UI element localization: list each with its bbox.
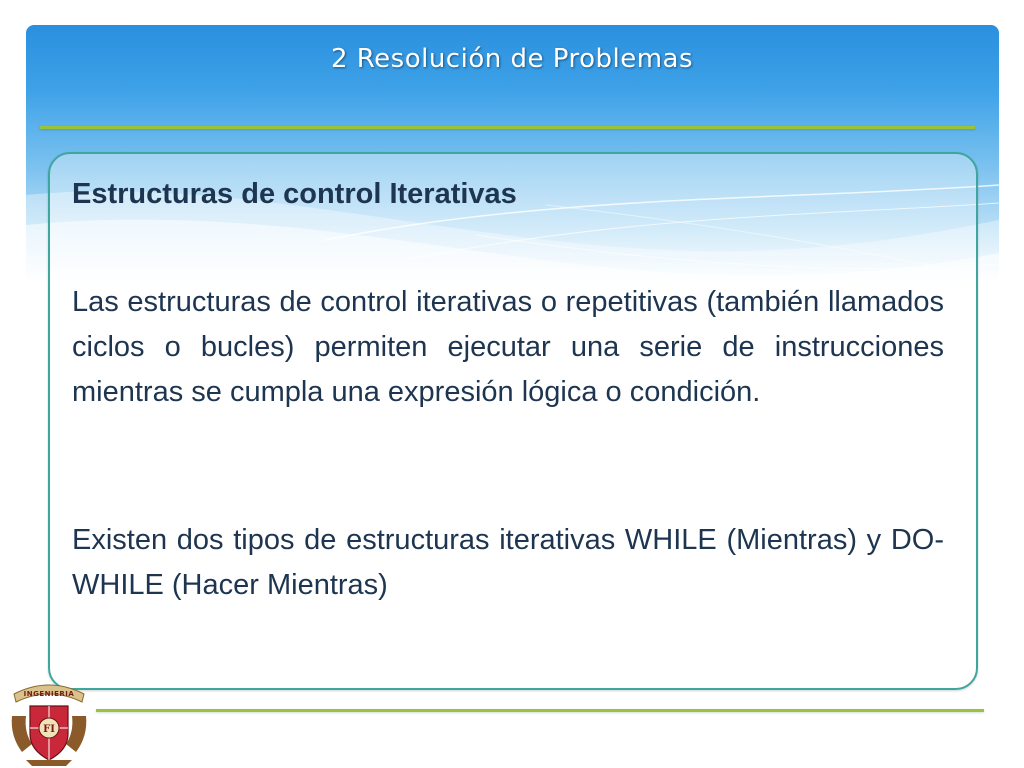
section-heading: Estructuras de control Iterativas [72,178,517,210]
logo-letters: FI [43,724,55,735]
slide-title: 2 Resolución de Problemas [330,44,694,74]
top-divider [40,126,975,129]
paragraph-definition: Las estructuras de control iterativas o repetitivas (también llamados ciclos o bucles) permiten ejecutar una serie de instrucciones mientras se cumpla una expresión lógica o condición. [72,286,944,408]
content-box [48,152,978,690]
bottom-divider [96,709,984,712]
paragraph-types: Existen dos tipos de estructuras iterativas WHILE (Mientras) y DO-WHILE (Hacer Mientras) [72,524,944,601]
ingenieria-crest-icon [6,676,92,766]
logo-text: INGENIERIA [23,690,75,698]
